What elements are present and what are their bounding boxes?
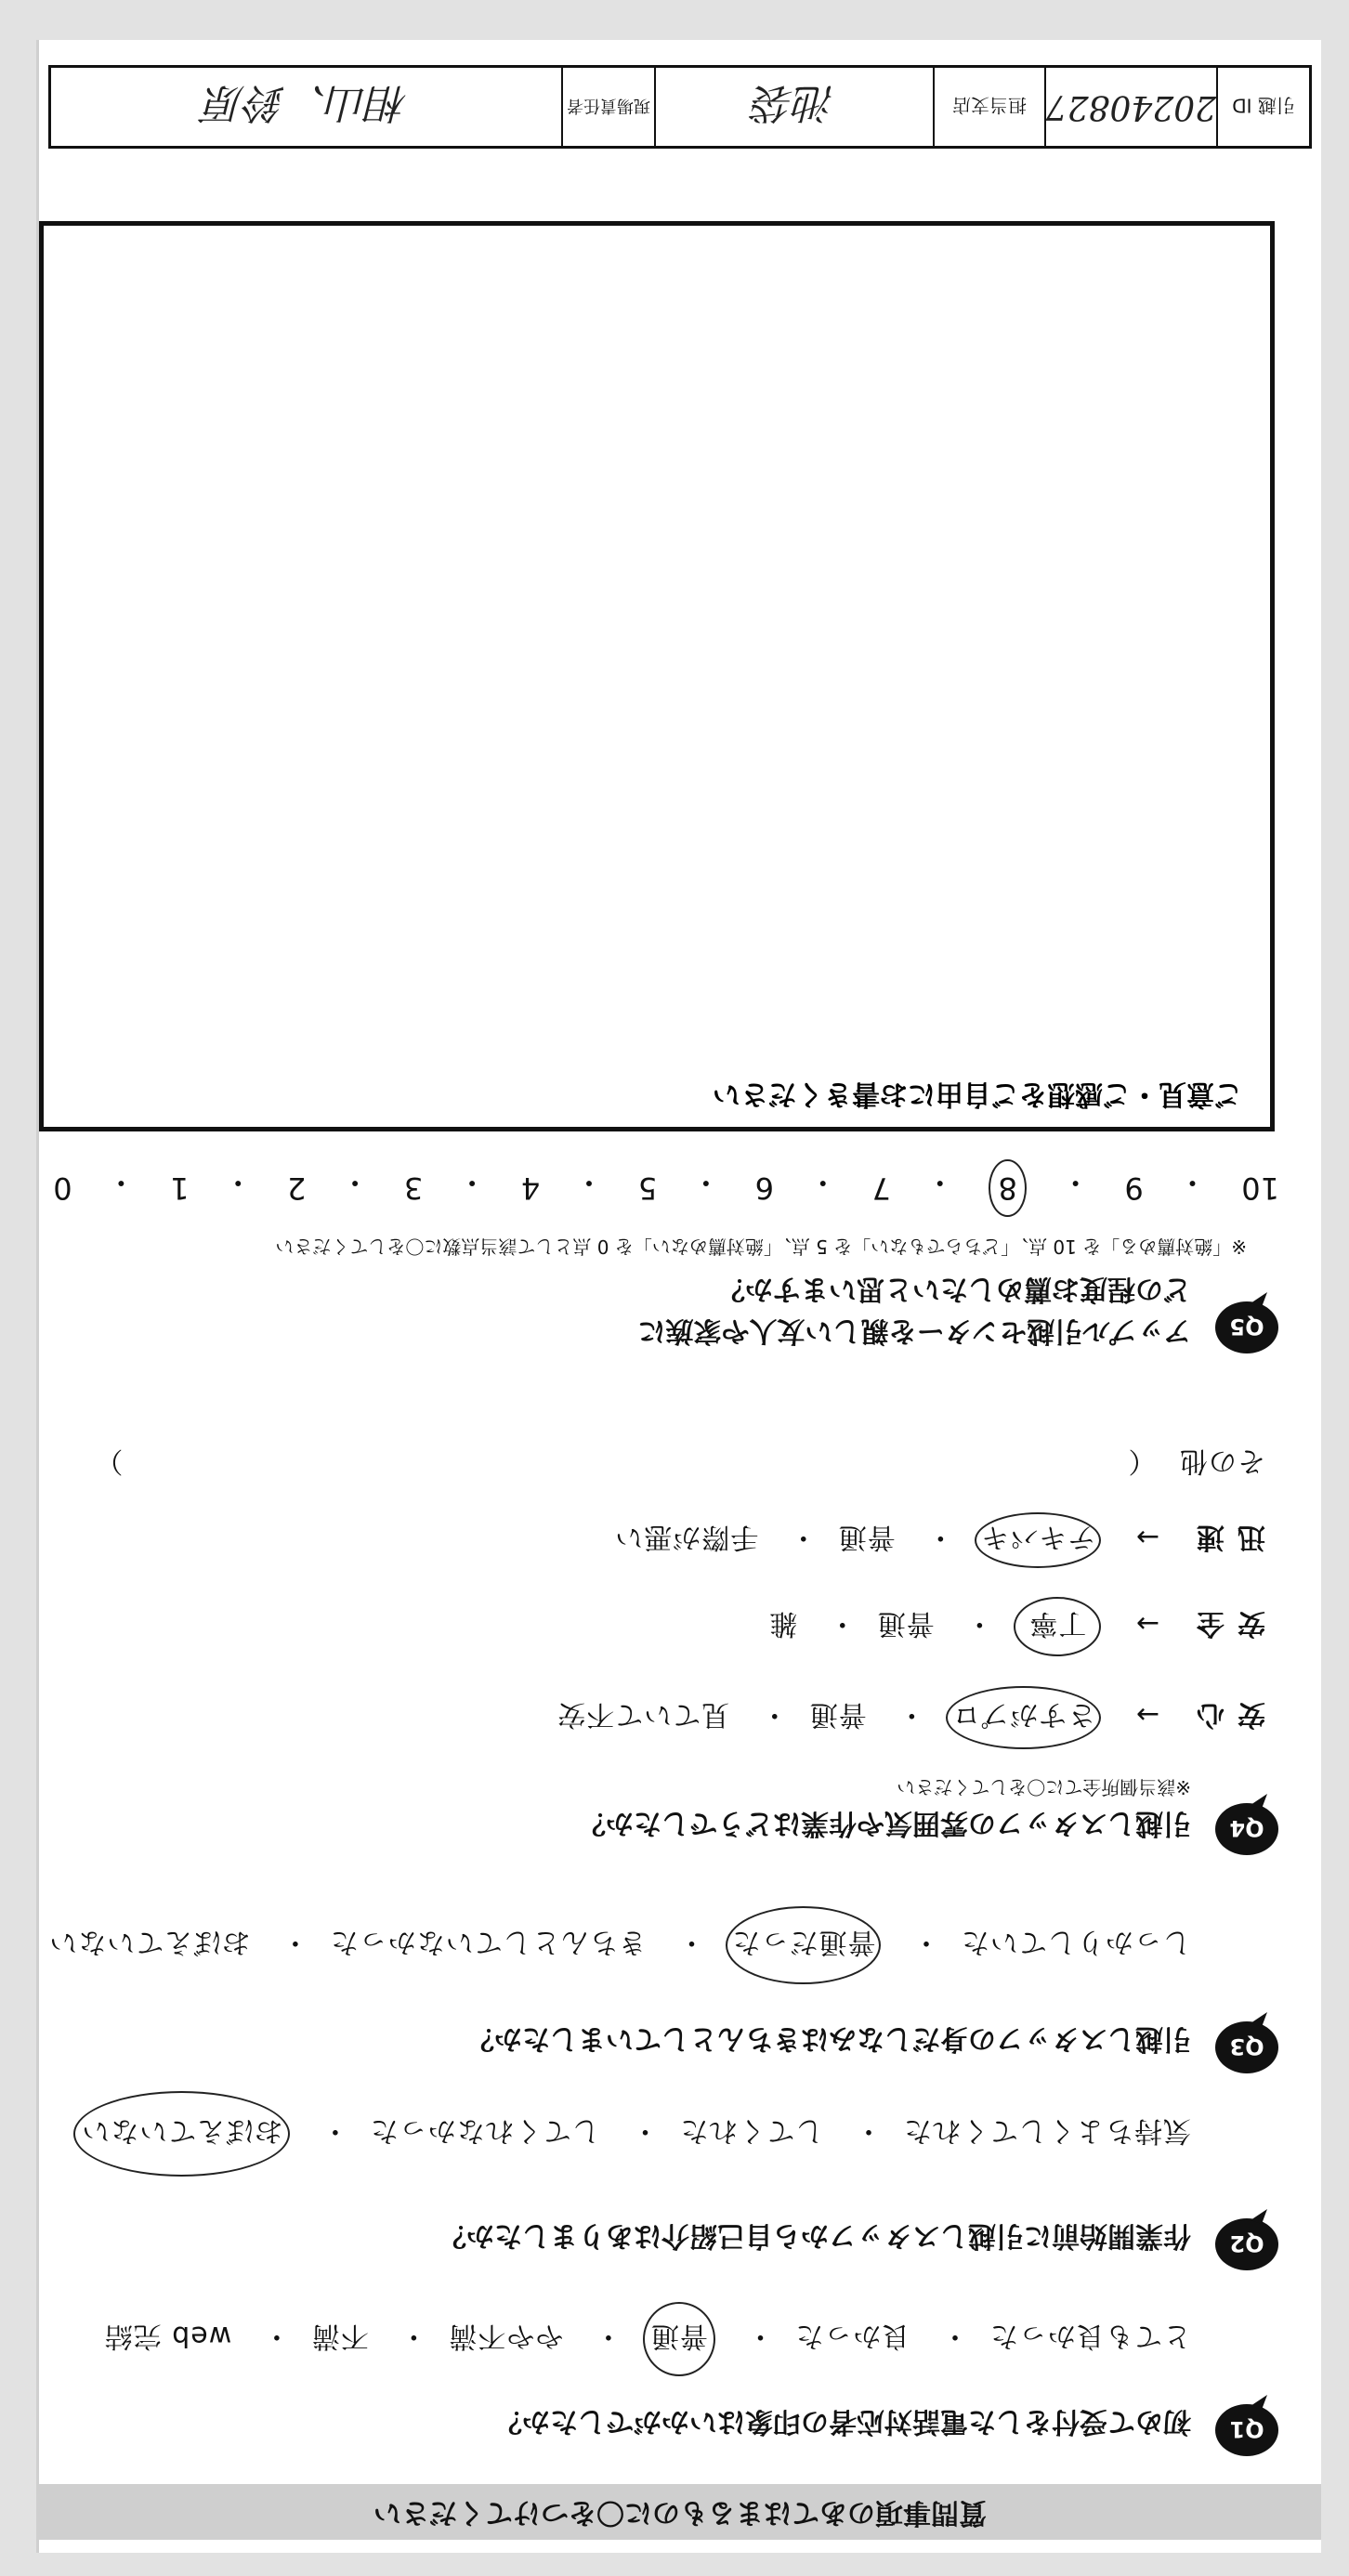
q4-row1-option-3[interactable]: 見ていて不安 (557, 1698, 730, 1731)
speech-bubble-icon (1211, 2391, 1282, 2462)
score-1[interactable]: 1 (170, 1170, 190, 1206)
q1-option-3[interactable]: 普通 (643, 2302, 715, 2376)
q4-row2-option-2[interactable]: 普通 (876, 1607, 935, 1640)
q3-options: しっかりしていた・ 普通だった・ きちんとしていなかった・ おぼえていない (48, 1906, 1191, 1984)
q4-number: Q4 (1229, 1815, 1264, 1841)
q4-other: その他 （ ） (94, 1445, 1265, 1477)
score-8[interactable]: 8 (989, 1159, 1026, 1217)
leader-value-cell[interactable] (51, 68, 561, 146)
moving-id-label: 引越 ID (1232, 94, 1295, 117)
q2-option-1[interactable]: 気持ちよくしてくれた (903, 2114, 1191, 2147)
q2-options: 気持ちよくしてくれた・ してくれた・ してくれなかった・ おぼえていない (73, 2091, 1191, 2177)
q4-row3-option-2[interactable]: 普通 (837, 1521, 896, 1553)
branch-label-cell (933, 68, 1044, 146)
leader-value: 相山、鈴原 (203, 79, 409, 126)
q4-row-anzen: 安全→ 丁寧・ 普通・ 雑 (768, 1597, 1265, 1656)
speech-bubble-icon (1211, 2205, 1282, 2276)
q4-row3-option-3[interactable]: 手際が悪い (614, 1521, 759, 1553)
leader-label: 現場責任者 (567, 96, 650, 115)
q4-row-label: 安心 (1184, 1698, 1265, 1731)
q3-number: Q3 (1229, 2033, 1264, 2059)
q4-title: 引越しスタッフの雰囲気や作業はどうでしたか？ (578, 1807, 1191, 1839)
q2-option-2[interactable]: してくれた (679, 2114, 824, 2147)
q4-row-jinsoku: 迅速→ テキパキ・ 普通・ 手際が悪い (614, 1512, 1265, 1568)
q5-note: ※「絶対薦める」を 10 点、「どちらでもない」を 5 点、「絶対薦めない」を 0 点として該当点数に〇をしてください (275, 1236, 1247, 1258)
moving-id-label-cell (1216, 68, 1309, 146)
q4-row2-option-1[interactable]: 丁寧 (1014, 1597, 1101, 1656)
q4-note: ※該当個所全てに〇をしてください (897, 1776, 1191, 1798)
score-2[interactable]: 2 (287, 1170, 307, 1206)
score-9[interactable]: 9 (1124, 1170, 1144, 1206)
moving-id-value-cell[interactable] (1044, 68, 1216, 146)
q4-row3-option-1[interactable]: テキパキ (975, 1512, 1101, 1568)
speech-bubble-icon (1211, 2008, 1282, 2079)
q1-title: 初めて受付をした電話対応者の印象はいかがでしたか？ (494, 2405, 1191, 2438)
q4-row-anshin: 安心→ さすがプロ・ 普通・ 見ていて不安 (557, 1686, 1265, 1749)
q2-title: 作業開始前に引越しスタッフから自己紹介はありましたか？ (439, 2219, 1191, 2252)
q4-row1-option-1[interactable]: さすがプロ (946, 1686, 1101, 1749)
q4-row2-option-3[interactable]: 雑 (768, 1607, 798, 1640)
q3-option-1[interactable]: しっかりしていた (961, 1926, 1191, 1958)
q3-option-4[interactable]: おぼえていない (48, 1926, 251, 1958)
score-10[interactable]: 10 (1241, 1170, 1279, 1206)
q3-title: 引越しスタッフの身だしなみはきちんとしていましたか？ (466, 2022, 1191, 2055)
moving-id-value: 20240827 (1045, 87, 1216, 126)
q2-number: Q2 (1229, 2230, 1264, 2256)
score-0[interactable]: 0 (53, 1170, 72, 1206)
q1-option-2[interactable]: 良かった (794, 2320, 910, 2352)
speech-bubble-icon (1211, 1288, 1282, 1359)
score-3[interactable]: 3 (403, 1170, 424, 1206)
q4-row-label: 安全 (1184, 1607, 1265, 1640)
q5-title-line1: アップル引越センターを親しい友人や家族に (637, 1314, 1191, 1347)
comment-text[interactable] (72, 254, 1242, 1062)
q2-option-3[interactable]: してくれなかった (369, 2114, 600, 2147)
score-7[interactable]: 7 (871, 1170, 891, 1206)
branch-value-cell[interactable] (654, 68, 933, 146)
q3-option-2[interactable]: 普通だった (726, 1906, 881, 1984)
q4-row1-option-2[interactable]: 普通 (808, 1698, 867, 1731)
q1-options: とても良かった・ 良かった・ 普通・ やや不満・ 不満・ web 完結 (104, 2302, 1191, 2376)
q5-scale: 10 ・ 9 ・ 8 ・ 7 ・ 6 ・ 5 ・ 4 ・ 3 ・ 2 ・ 1 ・ 0 (53, 1159, 1279, 1206)
q1-number: Q1 (1229, 2416, 1264, 2442)
score-6[interactable]: 6 (754, 1170, 775, 1206)
instruction-banner: 質問事項のあてはまるものに〇をつけてください (39, 2484, 1321, 2540)
q4-row-label: 迅速 (1184, 1521, 1265, 1553)
q1-option-5[interactable]: 不満 (310, 2320, 369, 2352)
q1-option-4[interactable]: やや不満 (448, 2320, 564, 2352)
info-table (48, 65, 1312, 149)
survey-sheet (36, 40, 1321, 2553)
q5-title-line2: どの程度お薦めしたいと思いますか？ (717, 1273, 1191, 1305)
q2-option-4[interactable]: おぼえていない (73, 2091, 290, 2177)
q5-number: Q5 (1229, 1314, 1264, 1340)
q3-option-3[interactable]: きちんとしていなかった (329, 1926, 647, 1958)
score-5[interactable]: 5 (637, 1170, 658, 1206)
speech-bubble-icon (1211, 1790, 1282, 1861)
score-4[interactable]: 4 (520, 1170, 541, 1206)
q1-option-1[interactable]: とても良かった (989, 2320, 1191, 2352)
q1-option-6[interactable]: web 完結 (103, 2320, 232, 2352)
branch-value: 池袋 (753, 79, 835, 126)
comment-box[interactable] (39, 221, 1275, 1131)
q4-other-label: その他 (1179, 1445, 1265, 1477)
branch-label: 担当支店 (952, 94, 1027, 117)
comment-title: ご意見・ご感想をご自由にお書きください (713, 1078, 1242, 1110)
leader-label-cell (561, 68, 654, 146)
